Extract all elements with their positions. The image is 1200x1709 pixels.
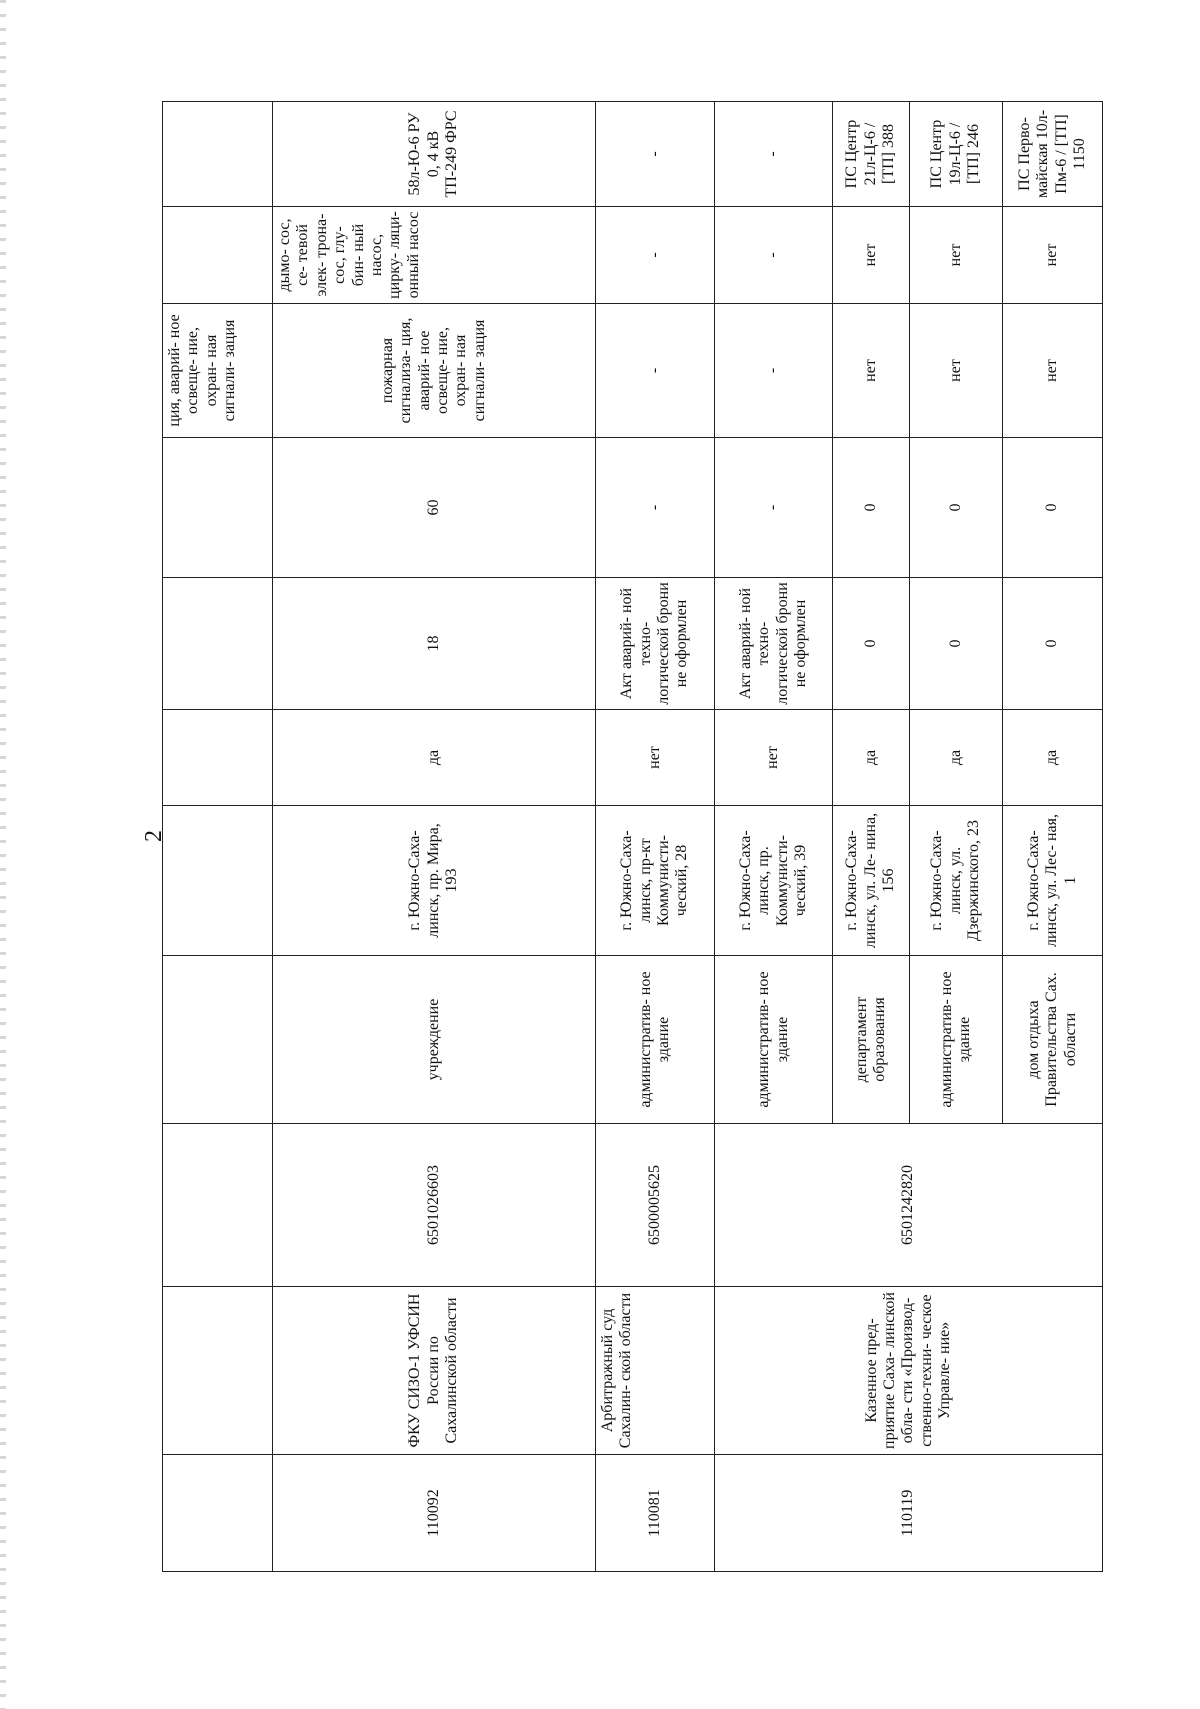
value-b: 0 xyxy=(1003,438,1103,578)
inn-value: 6501026603 xyxy=(273,1124,596,1287)
object-type: административ- ное здание xyxy=(910,956,1003,1124)
yes-no-value: да xyxy=(1003,710,1103,806)
object-address: г. Южно-Саха- линск, пр-кт Коммунисти- ческий, 28 xyxy=(596,806,715,956)
object-code: 110081 xyxy=(596,1455,715,1572)
organization-name: ФКУ СИЗО-1 УФСИН России по Сахалинской области xyxy=(273,1287,596,1455)
equipment-list: нет xyxy=(910,207,1003,304)
value-a: 18 xyxy=(273,578,596,710)
object-code: 110092 xyxy=(273,1455,596,1572)
object-type: административ- ное здание xyxy=(596,956,715,1124)
object-code: 110119 xyxy=(715,1455,1103,1572)
value-a: Акт аварий- ной техно- логической брони не оформлен xyxy=(715,578,833,710)
alarm-systems: нет xyxy=(1003,304,1103,438)
equipment-list: дымо- сос, се- тевой элек- трона- сос, глу- бин- ный насос, цирку- ляци- онный насос xyxy=(273,207,596,304)
object-type: департамент образования xyxy=(833,956,910,1124)
alarm-systems: пожарная сигнализа- ция, аварий- ное освеще- ние, охран- ная сигнали- зация xyxy=(273,304,596,438)
substation: ПС Перво- майская 10л- Пм-6 / [ТП] 1150 xyxy=(1003,102,1103,207)
alarm-systems: нет xyxy=(910,304,1003,438)
value-b: 0 xyxy=(910,438,1003,578)
yes-no-value: да xyxy=(273,710,596,806)
value-b: - xyxy=(596,438,715,578)
inn-value: 6501242820 xyxy=(715,1124,1103,1287)
equipment-list: - xyxy=(596,207,715,304)
substation: - xyxy=(596,102,715,207)
object-address: г. Южно-Саха- линск, ул. Лес- ная, 1 xyxy=(1003,806,1103,956)
alarm-systems: - xyxy=(596,304,715,438)
value-b: 60 xyxy=(273,438,596,578)
alarm-systems: - xyxy=(715,304,833,438)
equipment-list: нет xyxy=(1003,207,1103,304)
value-b: 0 xyxy=(833,438,910,578)
table-row xyxy=(596,102,715,1572)
yes-no-value: да xyxy=(833,710,910,806)
equipment-list: нет xyxy=(833,207,910,304)
value-a: 0 xyxy=(1003,578,1103,710)
value-a: 0 xyxy=(910,578,1003,710)
object-address: г. Южно-Саха- линск, пр. Мира, 193 xyxy=(273,806,596,956)
equipment-list: - xyxy=(715,207,833,304)
inn-value: 6500005625 xyxy=(596,1124,715,1287)
object-address: г. Южно-Саха- линск, пр. Коммунисти- ческий, 39 xyxy=(715,806,833,956)
value-a: Акт аварий- ной техно- логической брони не оформлен xyxy=(596,578,715,710)
rotated-table-container xyxy=(162,102,1102,1572)
page-number: 2 xyxy=(141,830,167,842)
alarm-header-continuation: ция, аварий- ное освеще- ние, охран- ная сигнали- зация xyxy=(163,304,273,438)
object-address: г. Южно-Саха- линск, ул. Дзержинского, 23 xyxy=(910,806,1003,956)
scan-edge-marks xyxy=(0,0,6,1709)
table-row xyxy=(715,102,833,1572)
object-type: учреждение xyxy=(273,956,596,1124)
substation: - xyxy=(715,102,833,207)
organization-name: Казенное пред- приятие Саха- линской обла- сти «Производ- ственно-техни- ческое Управле- ние» xyxy=(715,1287,1103,1455)
yes-no-value: нет xyxy=(596,710,715,806)
object-type: дом отдыха Правительства Сах. области xyxy=(1003,956,1103,1124)
table-row xyxy=(273,102,596,1572)
table-row-header-continuation xyxy=(163,102,273,1572)
substation: ПС Центр 21л-Ц-6 / [ТП] 388 xyxy=(833,102,910,207)
substation: 58л-Ю-6 РУ 0, 4 кВ ТП-249 ФРС xyxy=(273,102,596,207)
object-type: административ- ное здание xyxy=(715,956,833,1124)
organization-name: Арбитражный суд Сахалин- ской области xyxy=(596,1287,715,1455)
value-b: - xyxy=(715,438,833,578)
substation: ПС Центр 19л-Ц-6 / [ТП] 246 xyxy=(910,102,1003,207)
object-address: г. Южно-Саха- линск, ул. Ле- нина, 156 xyxy=(833,806,910,956)
data-table xyxy=(162,101,1103,1572)
value-a: 0 xyxy=(833,578,910,710)
alarm-systems: нет xyxy=(833,304,910,438)
yes-no-value: да xyxy=(910,710,1003,806)
yes-no-value: нет xyxy=(715,710,833,806)
